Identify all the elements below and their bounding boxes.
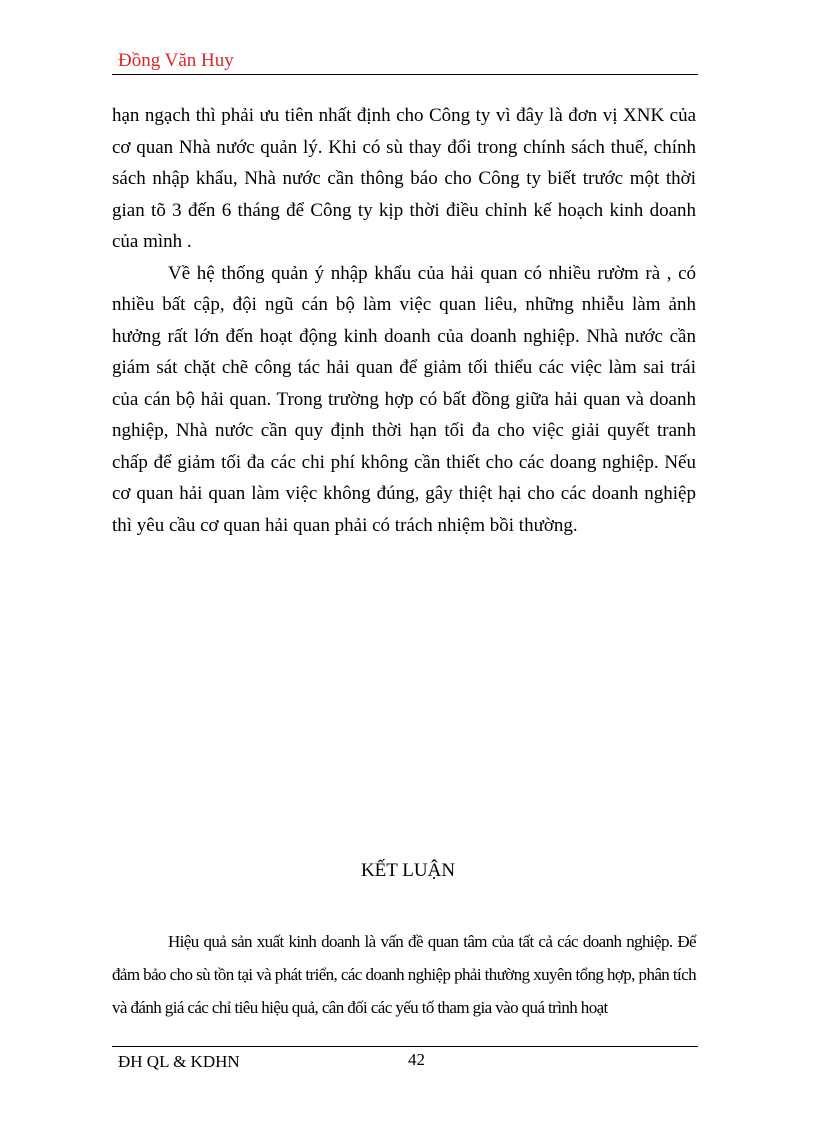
header-divider (112, 74, 698, 75)
page-number: 42 (408, 1050, 425, 1069)
footer-institution: ĐH QL & KDHN (118, 1052, 240, 1071)
footer-divider (112, 1046, 698, 1047)
body-text (112, 100, 696, 541)
conclusion-heading: KẾT LUẬN (360, 860, 456, 881)
paragraph-customs: Về hệ thống quản ý nhập khẩu của hải quan có nhiều rườm rà , có nhiều bất cập, đội ngũ cán bộ làm việc quan liêu, những nhiễu làm ảnh hưởng rất lớn đến hoạt động kinh doanh của doanh nghiệp. Nhà nước cần giám sát chặt chẽ công tác hải quan để giảm tối thiểu các việc làm sai trái của cán bộ hải quan. Trong trường hợp có bất đồng giữa hải quan và doanh nghiệp, Nhà nước cần quy định thời hạn tối đa cho việc giải quyết tranh chấp để giảm tối đa các chi phí không cần thiết cho các doang nghiệp. Nếu cơ quan hải quan làm việc không đúng, gây thiệt hại cho các doanh nghiệp thì yêu cầu cơ quan hải quan phải có trách nhiệm bồi thường. (112, 262, 696, 536)
header-author-name: Đồng Văn Huy (118, 50, 234, 71)
conclusion-paragraph: Hiệu quả sản xuất kinh doanh là vấn đề quan tâm của tất cả các doanh nghiệp. Để đảm bảo cho sù tồn tại và phát triển, các doanh nghiệp phải thường xuyên tổng hợp, phân tích và đánh giá các chỉ tiêu hiệu quả, cân đối các yếu tố tham gia vào quá trình hoạt (112, 932, 696, 1017)
paragraph-continuation: hạn ngạch thì phải ưu tiên nhất định cho Công ty vì đây là đơn vị XNK của cơ quan Nhà nước quản lý. Khi có sù thay đổi trong chính sách thuế, chính sách nhập khẩu, Nhà nước cần thông báo cho Công ty biết trước một thời gian tõ 3 đến 6 tháng để Công ty kịp thời điều chỉnh kế hoạch kinh doanh của mình . (112, 105, 696, 252)
conclusion-body (112, 925, 696, 1024)
